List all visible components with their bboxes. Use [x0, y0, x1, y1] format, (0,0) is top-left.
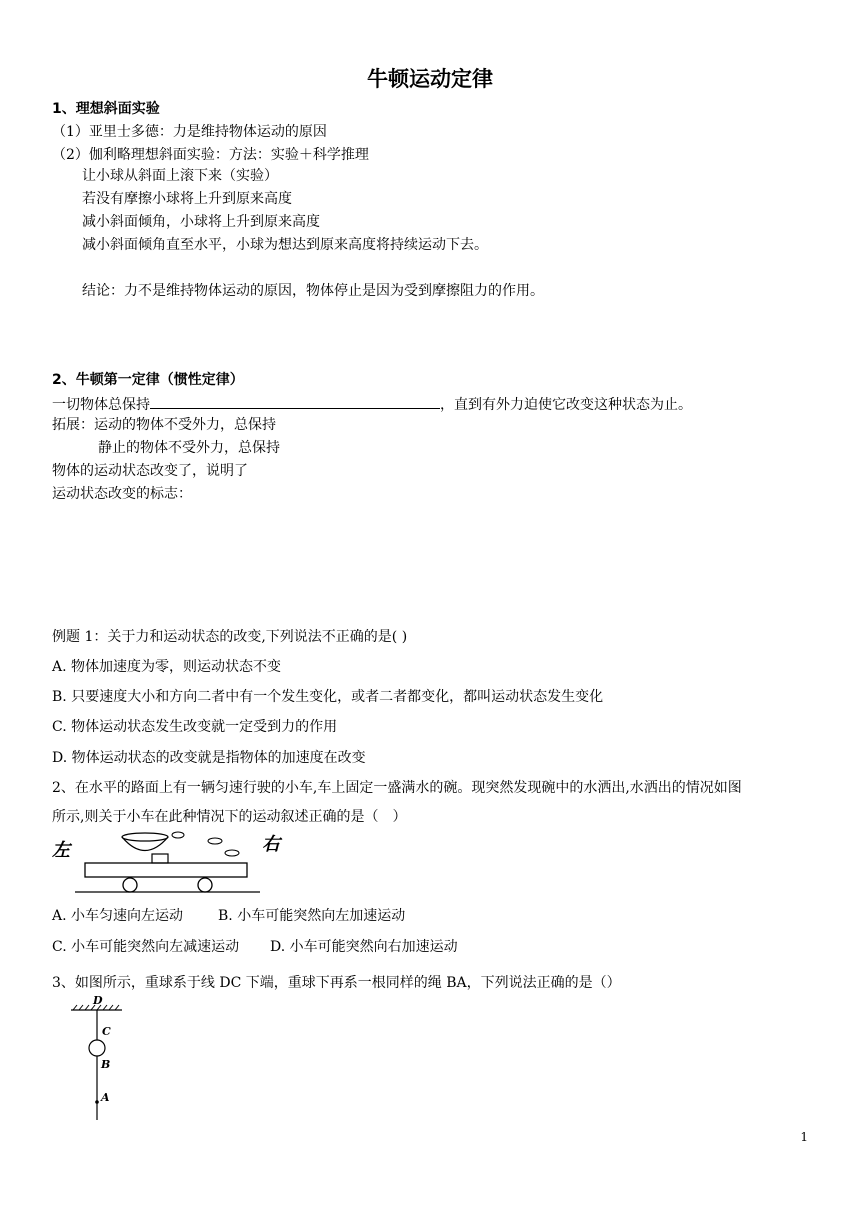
page-number: 1	[800, 1130, 808, 1144]
label-d: D	[93, 994, 103, 1007]
label-c: C	[102, 1025, 111, 1038]
cart-drawing	[50, 828, 290, 898]
example1-option: B. 只要速度大小和方向二者中有一个发生变化，或者二者都变化，都叫运动状态发生变化	[52, 689, 604, 705]
cart-figure	[50, 828, 290, 898]
example2-option: A. 小车匀速向左运动	[52, 908, 184, 924]
example3-question: 3、如图所示，重球系于线 DC 下端，重球下再系一根同样的绳 BA，下列说法正确的是（）	[52, 975, 621, 991]
page-title: 牛顿运动定律	[367, 67, 493, 91]
label-a: A	[101, 1091, 110, 1104]
section1-line: 减小斜面倾角，小球将上升到原来高度	[82, 214, 320, 230]
section2-line: 运动状态改变的标志：	[52, 486, 192, 502]
law-suffix: ，直到有外力迫使它改变这种状态为止。	[440, 397, 692, 413]
section1-line: 减小斜面倾角直至水平，小球为想达到原来高度将持续运动下去。	[82, 237, 488, 253]
law-prefix: 一切物体总保持	[52, 397, 150, 413]
example1-option: D. 物体运动状态的改变就是指物体的加速度在改变	[52, 750, 366, 766]
example1-question: 例题 1：关于力和运动状态的改变,下列说法不正确的是( )	[52, 629, 408, 645]
section1-line: 让小球从斜面上滚下来（实验）	[82, 168, 278, 184]
pendulum-figure	[66, 994, 136, 1124]
law-statement	[52, 394, 692, 414]
example1-option: A. 物体加速度为零，则运动状态不变	[52, 659, 282, 675]
label-b: B	[101, 1058, 111, 1071]
section2-heading: 2、牛顿第一定律（惯性定律）	[52, 372, 244, 388]
fill-blank	[150, 394, 440, 409]
example2-option: C. 小车可能突然向左减速运动	[52, 939, 240, 955]
example2-question: 2、在水平的路面上有一辆匀速行驶的小车,车上固定一盛满水的碗。现突然发现碗中的水洒出,水洒出的情况如图	[52, 780, 742, 796]
section1-line: （1）亚里士多德：力是维持物体运动的原因	[52, 124, 327, 140]
section1-line: （2）伽利略理想斜面实验：方法：实验＋科学推理	[52, 147, 369, 163]
figure-label-left: 左	[52, 840, 70, 861]
example1-option: C. 物体运动状态发生改变就一定受到力的作用	[52, 719, 338, 735]
section2-line: 拓展：运动的物体不受外力，总保持	[52, 417, 276, 433]
section1-conclusion: 结论：力不是维持物体运动的原因，物体停止是因为受到摩擦阻力的作用。	[82, 283, 544, 299]
example2-option: D. 小车可能突然向右加速运动	[270, 939, 458, 955]
section2-line: 静止的物体不受外力，总保持	[98, 440, 280, 456]
section1-line: 若没有摩擦小球将上升到原来高度	[82, 191, 292, 207]
section1-heading: 1、理想斜面实验	[52, 101, 160, 117]
example2-option: B. 小车可能突然向左加速运动	[218, 908, 406, 924]
section2-line: 物体的运动状态改变了，说明了	[52, 463, 248, 479]
figure-label-right: 右	[262, 834, 280, 855]
example2-question: 所示,则关于小车在此种情况下的运动叙述正确的是（ ）	[52, 809, 407, 825]
